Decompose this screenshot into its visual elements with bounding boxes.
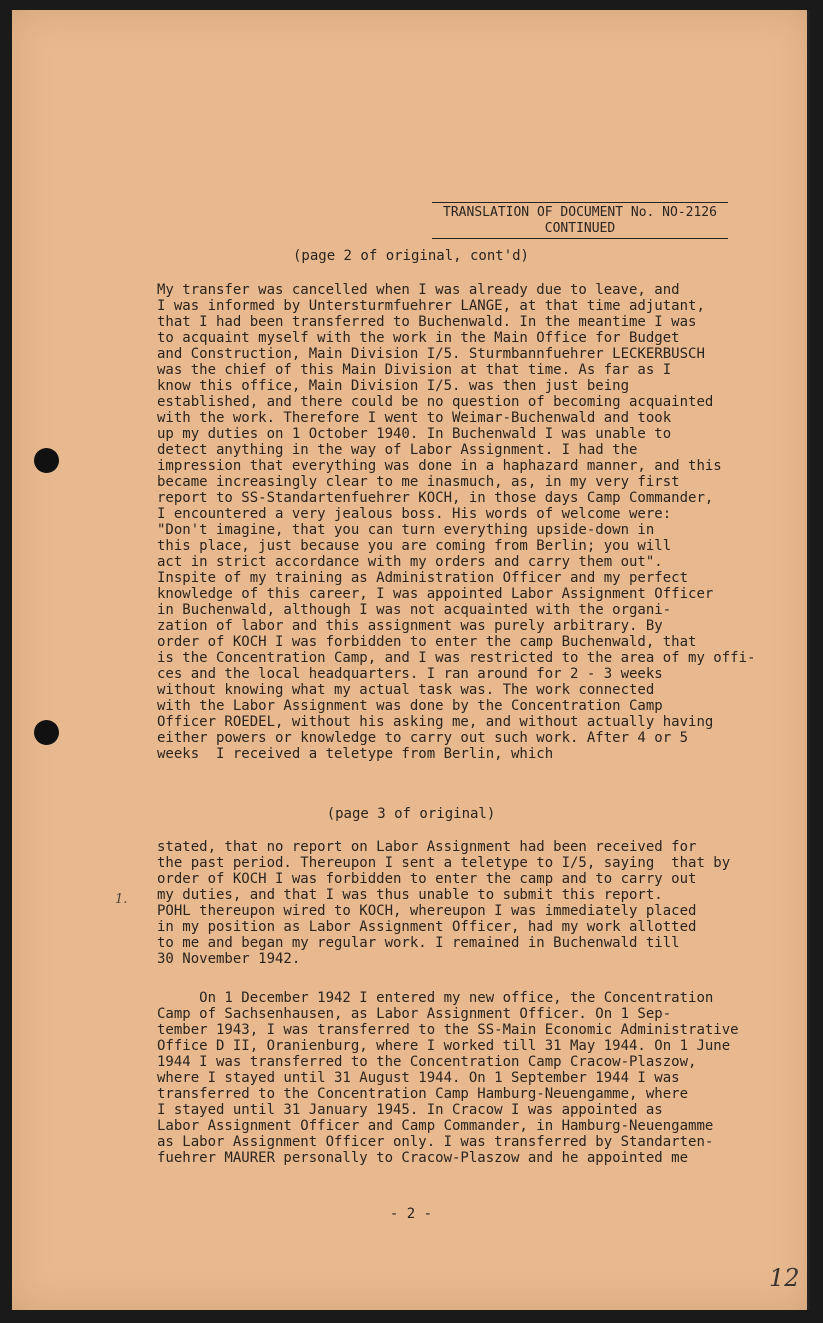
paragraph-1 bbox=[157, 282, 755, 762]
page-note-2: (page 3 of original) bbox=[326, 806, 496, 822]
text-line: act in strict accordance with my orders and carry them out". bbox=[157, 554, 663, 570]
text-line: detect anything in the way of Labor Assignment. I had the bbox=[157, 442, 638, 458]
text-line: my duties, and that I was thus unable to submit this report. bbox=[157, 887, 663, 903]
text-line: the past period. Thereupon I sent a teletype to I/5, saying that by bbox=[157, 855, 731, 871]
text-line: up my duties on 1 October 1940. In Buchenwald I was unable to bbox=[157, 426, 672, 442]
text-line: stated, that no report on Labor Assignment had been received for bbox=[157, 839, 697, 855]
text-line: Camp of Sachsenhausen, as Labor Assignment Officer. On 1 Sep- bbox=[157, 1006, 672, 1022]
header-title: TRANSLATION OF DOCUMENT No. NO-2126 bbox=[443, 205, 717, 220]
text-line: order of KOCH I was forbidden to enter the camp Buchenwald, that bbox=[157, 634, 697, 650]
paragraph-3 bbox=[157, 990, 739, 1166]
text-line: weeks I received a teletype from Berlin, which bbox=[157, 746, 554, 762]
text-line: to me and began my regular work. I remained in Buchenwald till bbox=[157, 935, 680, 951]
text-line: My transfer was cancelled when I was already due to leave, and bbox=[157, 282, 680, 298]
document-header bbox=[432, 202, 728, 239]
text-line: this place, just because you are coming from Berlin; you will bbox=[157, 538, 672, 554]
page-edge bbox=[807, 10, 810, 1310]
text-line: I encountered a very jealous boss. His words of welcome were: bbox=[157, 506, 672, 522]
text-line: that I had been transferred to Buchenwald. In the meantime I was bbox=[157, 314, 697, 330]
page-note-1: (page 2 of original, cont'd) bbox=[292, 248, 529, 264]
text-line: without knowing what my actual task was. The work connected bbox=[157, 682, 655, 698]
text-line: with the Labor Assignment was done by the Concentration Camp bbox=[157, 698, 663, 714]
text-line: "Don't imagine, that you can turn everything upside-down in bbox=[157, 522, 655, 538]
text-line: order of KOCH I was forbidden to enter the camp and to carry out bbox=[157, 871, 697, 887]
text-line: Inspite of my training as Administration Officer and my perfect bbox=[157, 570, 689, 586]
punch-hole-upper bbox=[34, 448, 59, 473]
text-line: with the work. Therefore I went to Weimar-Buchenwald and took bbox=[157, 410, 672, 426]
header-subtitle: CONTINUED bbox=[544, 221, 616, 236]
text-line: either powers or knowledge to carry out such work. After 4 or 5 bbox=[157, 730, 689, 746]
text-line: fuehrer MAURER personally to Cracow-Plaszow and he appointed me bbox=[157, 1150, 689, 1166]
text-line: Labor Assignment Officer and Camp Commander, in Hamburg-Neuengamme bbox=[157, 1118, 714, 1134]
text-line: tember 1943, I was transferred to the SS-Main Economic Administrative bbox=[157, 1022, 739, 1038]
text-line: is the Concentration Camp, and I was restricted to the area of my offi- bbox=[157, 650, 756, 666]
text-line: impression that everything was done in a haphazard manner, and this bbox=[157, 458, 722, 474]
text-line: I was informed by Untersturmfuehrer LANGE, at that time adjutant, bbox=[157, 298, 705, 314]
text-line: ces and the local headquarters. I ran around for 2 - 3 weeks bbox=[157, 666, 663, 682]
text-line: transferred to the Concentration Camp Hamburg-Neuengamme, where bbox=[157, 1086, 689, 1102]
text-line: in Buchenwald, although I was not acquainted with the organi- bbox=[157, 602, 672, 618]
text-line: 1944 I was transferred to the Concentration Camp Cracow-Plaszow, bbox=[157, 1054, 697, 1070]
text-line: as Labor Assignment Officer only. I was transferred by Standarten- bbox=[157, 1134, 714, 1150]
text-line: became increasingly clear to me inasmuch, as, in my very first bbox=[157, 474, 680, 490]
text-line: Officer ROEDEL, without his asking me, and without actually having bbox=[157, 714, 714, 730]
text-line: and Construction, Main Division I/5. Sturmbannfuehrer LECKERBUSCH bbox=[157, 346, 705, 362]
paragraph-2 bbox=[157, 839, 730, 967]
text-line: established, and there could be no question of becoming acquainted bbox=[157, 394, 714, 410]
text-line: 30 November 1942. bbox=[157, 951, 301, 967]
text-line: zation of labor and this assignment was purely arbitrary. By bbox=[157, 618, 663, 634]
text-line: where I stayed until 31 August 1944. On 1 September 1944 I was bbox=[157, 1070, 680, 1086]
text-line: was the chief of this Main Division at that time. As far as I bbox=[157, 362, 672, 378]
text-line: I stayed until 31 January 1945. In Cracow I was appointed as bbox=[157, 1102, 663, 1118]
text-line: Office D II, Oranienburg, where I worked till 31 May 1944. On 1 June bbox=[157, 1038, 731, 1054]
handwritten-page-number: 12 bbox=[769, 1264, 800, 1292]
margin-mark: 1. bbox=[115, 892, 128, 907]
text-line: knowledge of this career, I was appointed Labor Assignment Officer bbox=[157, 586, 714, 602]
text-line: report to SS-Standartenfuehrer KOCH, in those days Camp Commander, bbox=[157, 490, 714, 506]
text-line: POHL thereupon wired to KOCH, whereupon I was immediately placed bbox=[157, 903, 697, 919]
page-footer: - 2 - bbox=[389, 1206, 433, 1222]
text-line: to acquaint myself with the work in the Main Office for Budget bbox=[157, 330, 680, 346]
document-page bbox=[12, 10, 810, 1310]
text-line: know this office, Main Division I/5. was then just being bbox=[157, 378, 630, 394]
text-line: in my position as Labor Assignment Officer, had my work allotted bbox=[157, 919, 697, 935]
punch-hole-lower bbox=[34, 720, 59, 745]
text-line: On 1 December 1942 I entered my new office, the Concentration bbox=[157, 990, 714, 1006]
